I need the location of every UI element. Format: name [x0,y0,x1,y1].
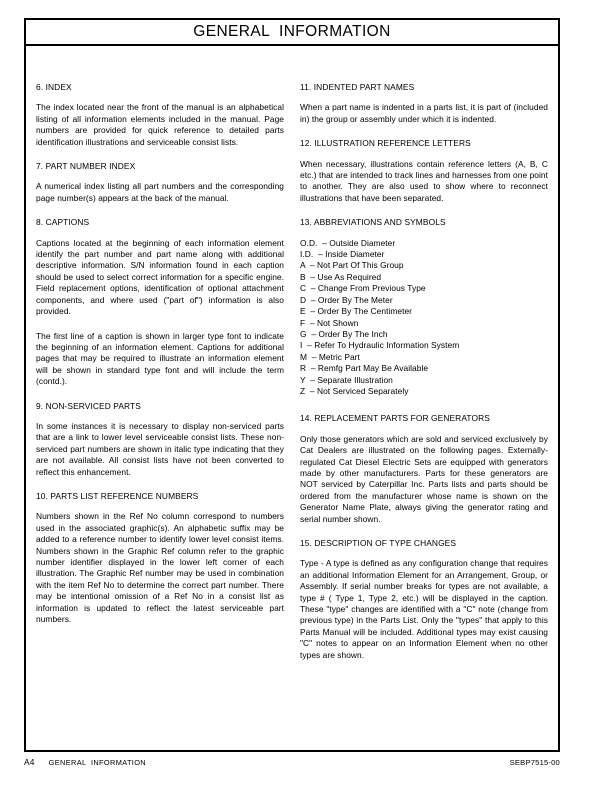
abbreviation-item: C – Change From Previous Type [300,283,426,294]
footer-section-title: GENERAL INFORMATION [48,758,146,767]
section-heading-9: 9. NON-SERVICED PARTS [36,400,141,411]
footer-page-number: A4 [24,757,35,767]
content-frame [24,18,560,752]
section-6-paragraph-1: The index located near the front of the manual is an alphabetical listing of all information elements included in the manual. Page numbers are provided for quick reference to detailed parts identification illustrations and serviceable consist lists. [36,102,284,147]
left-column [36,82,284,679]
section-heading-11: 11. INDENTED PART NAMES [300,82,415,92]
abbreviation-item: G – Order By The Inch [300,328,388,339]
footer-document-number: SEBP7515-00 [509,758,560,767]
page-header-bar [26,20,558,46]
abbreviation-item: E – Order By The Centimeter [300,306,413,317]
abbreviation-item: Y – Separate Illustration [300,374,393,385]
abbreviation-item: I.D. – Inside Diameter [300,249,385,260]
section-10-paragraph-1: Numbers shown in the Ref No column correspond to numbers used in the associated graphic(s). An alphabetic suffix may be added to a reference number to identify lower level consist items. Numbers shown in the Graphic Ref column refer to the graphic number identifier displayed in the lower left corner of each illustration. The Graphic Ref number may be used in combination with the item Ref No to determine the correct part number. There may be intentional omission of a Ref No in a consist list as information is updated to reflect the latest serviceable part numbers. [36,511,284,625]
abbreviation-item: O.D. – Outside Diameter [300,237,396,248]
section-heading-14: 14. REPLACEMENT PARTS FOR GENERATORS [300,413,490,424]
section-heading-10: 10. PARTS LIST REFERENCE NUMBERS [36,490,199,501]
section-heading-6: 6. INDEX [36,82,72,92]
abbreviation-item: Z – Not Serviced Separately [300,385,409,396]
section-8-paragraph-1: Captions located at the beginning of each information element identify the part number and part name along with additional descriptive information. S/N information found in each caption should be used to select correct information for a specific engine. Field replacement options, identification of optional attachment components, and where used ("part of") information is also provided. [36,237,284,317]
right-column [300,82,548,679]
abbreviation-item: D – Order By The Meter [300,294,393,305]
section-15-paragraph-1: Type - A type is defined as any configuration change that requires an additional Information Element for an Arrangement, Group, or Assembly. If serial number breaks for types are not available, a type # ( Type 1, Type 2, etc.) will be displayed in the caption. These "type" changes are identified with a "C" note (change from previous type) in the Parts List. Only the "types" that apply to this Parts Manual will be included. Additional types may exist causing "C" notes to appear on an Information Element when no other types are shown. [300,558,548,660]
section-heading-8: 8. CAPTIONS [36,217,90,228]
abbreviations-list [300,238,548,398]
page-footer [24,757,560,767]
section-heading-12: 12. ILLUSTRATION REFERENCE LETTERS [300,138,471,149]
section-9-paragraph-1: In some instances it is necessary to display non-serviced parts that are a link to lower level serviceable consist lists. These non-serviced part numbers are shown in italic type indicating that they are not available. All consist lists have not been converted to reflect this enhancement. [36,420,284,477]
page-title: GENERAL INFORMATION [193,23,391,40]
abbreviation-item: M – Metric Part [300,351,360,362]
section-11-paragraph-1: When a part name is indented in a parts list, it is part of (included in) the group or assembly under which it is indented. [300,102,548,124]
abbreviation-item: A – Not Part Of This Group [300,260,404,271]
section-14-paragraph-1: Only those generators which are sold and serviced exclusively by Cat Dealers are illustrated on the following pages. Externally-regulated Cat Diesel Electric Sets are equipped with generators made by other manufacturers. Parts for these generators are NOT serviced by Caterpillar Inc. Parts lists and parts should be ordered from the manufacturer whose name is shown on the Generator Name Plate, always giving the generator rating and serial number shown. [300,433,548,524]
two-column-layout [26,46,558,679]
footer-left-group [24,757,146,767]
abbreviation-item: I – Refer To Hydraulic Information System [300,340,460,351]
section-heading-13: 13. ABBREVIATIONS AND SYMBOLS [300,217,446,228]
abbreviation-item: F – Not Shown [300,317,359,328]
section-8-paragraph-2: The first line of a caption is shown in larger type font to indicate the beginning of an information element. Captions for additional pages that may be required to illustrate an information element will be shown in standard type font and will include the term (contd.). [36,330,284,387]
section-12-paragraph-1: When necessary, illustrations contain reference letters (A, B, C etc.) that are intended to track lines and harnesses from one point to another. They are also used to show where to reconnect illustrations that have been separated. [300,158,548,203]
section-7-paragraph-1: A numerical index listing all part numbers and the corresponding page number(s) appears at the back of the manual. [36,181,284,203]
section-heading-15: 15. DESCRIPTION OF TYPE CHANGES [300,538,457,548]
abbreviation-item: R – Remfg Part May Be Available [300,363,429,374]
section-heading-7: 7. PART NUMBER INDEX [36,161,136,172]
abbreviation-item: B – Use As Required [300,271,382,282]
